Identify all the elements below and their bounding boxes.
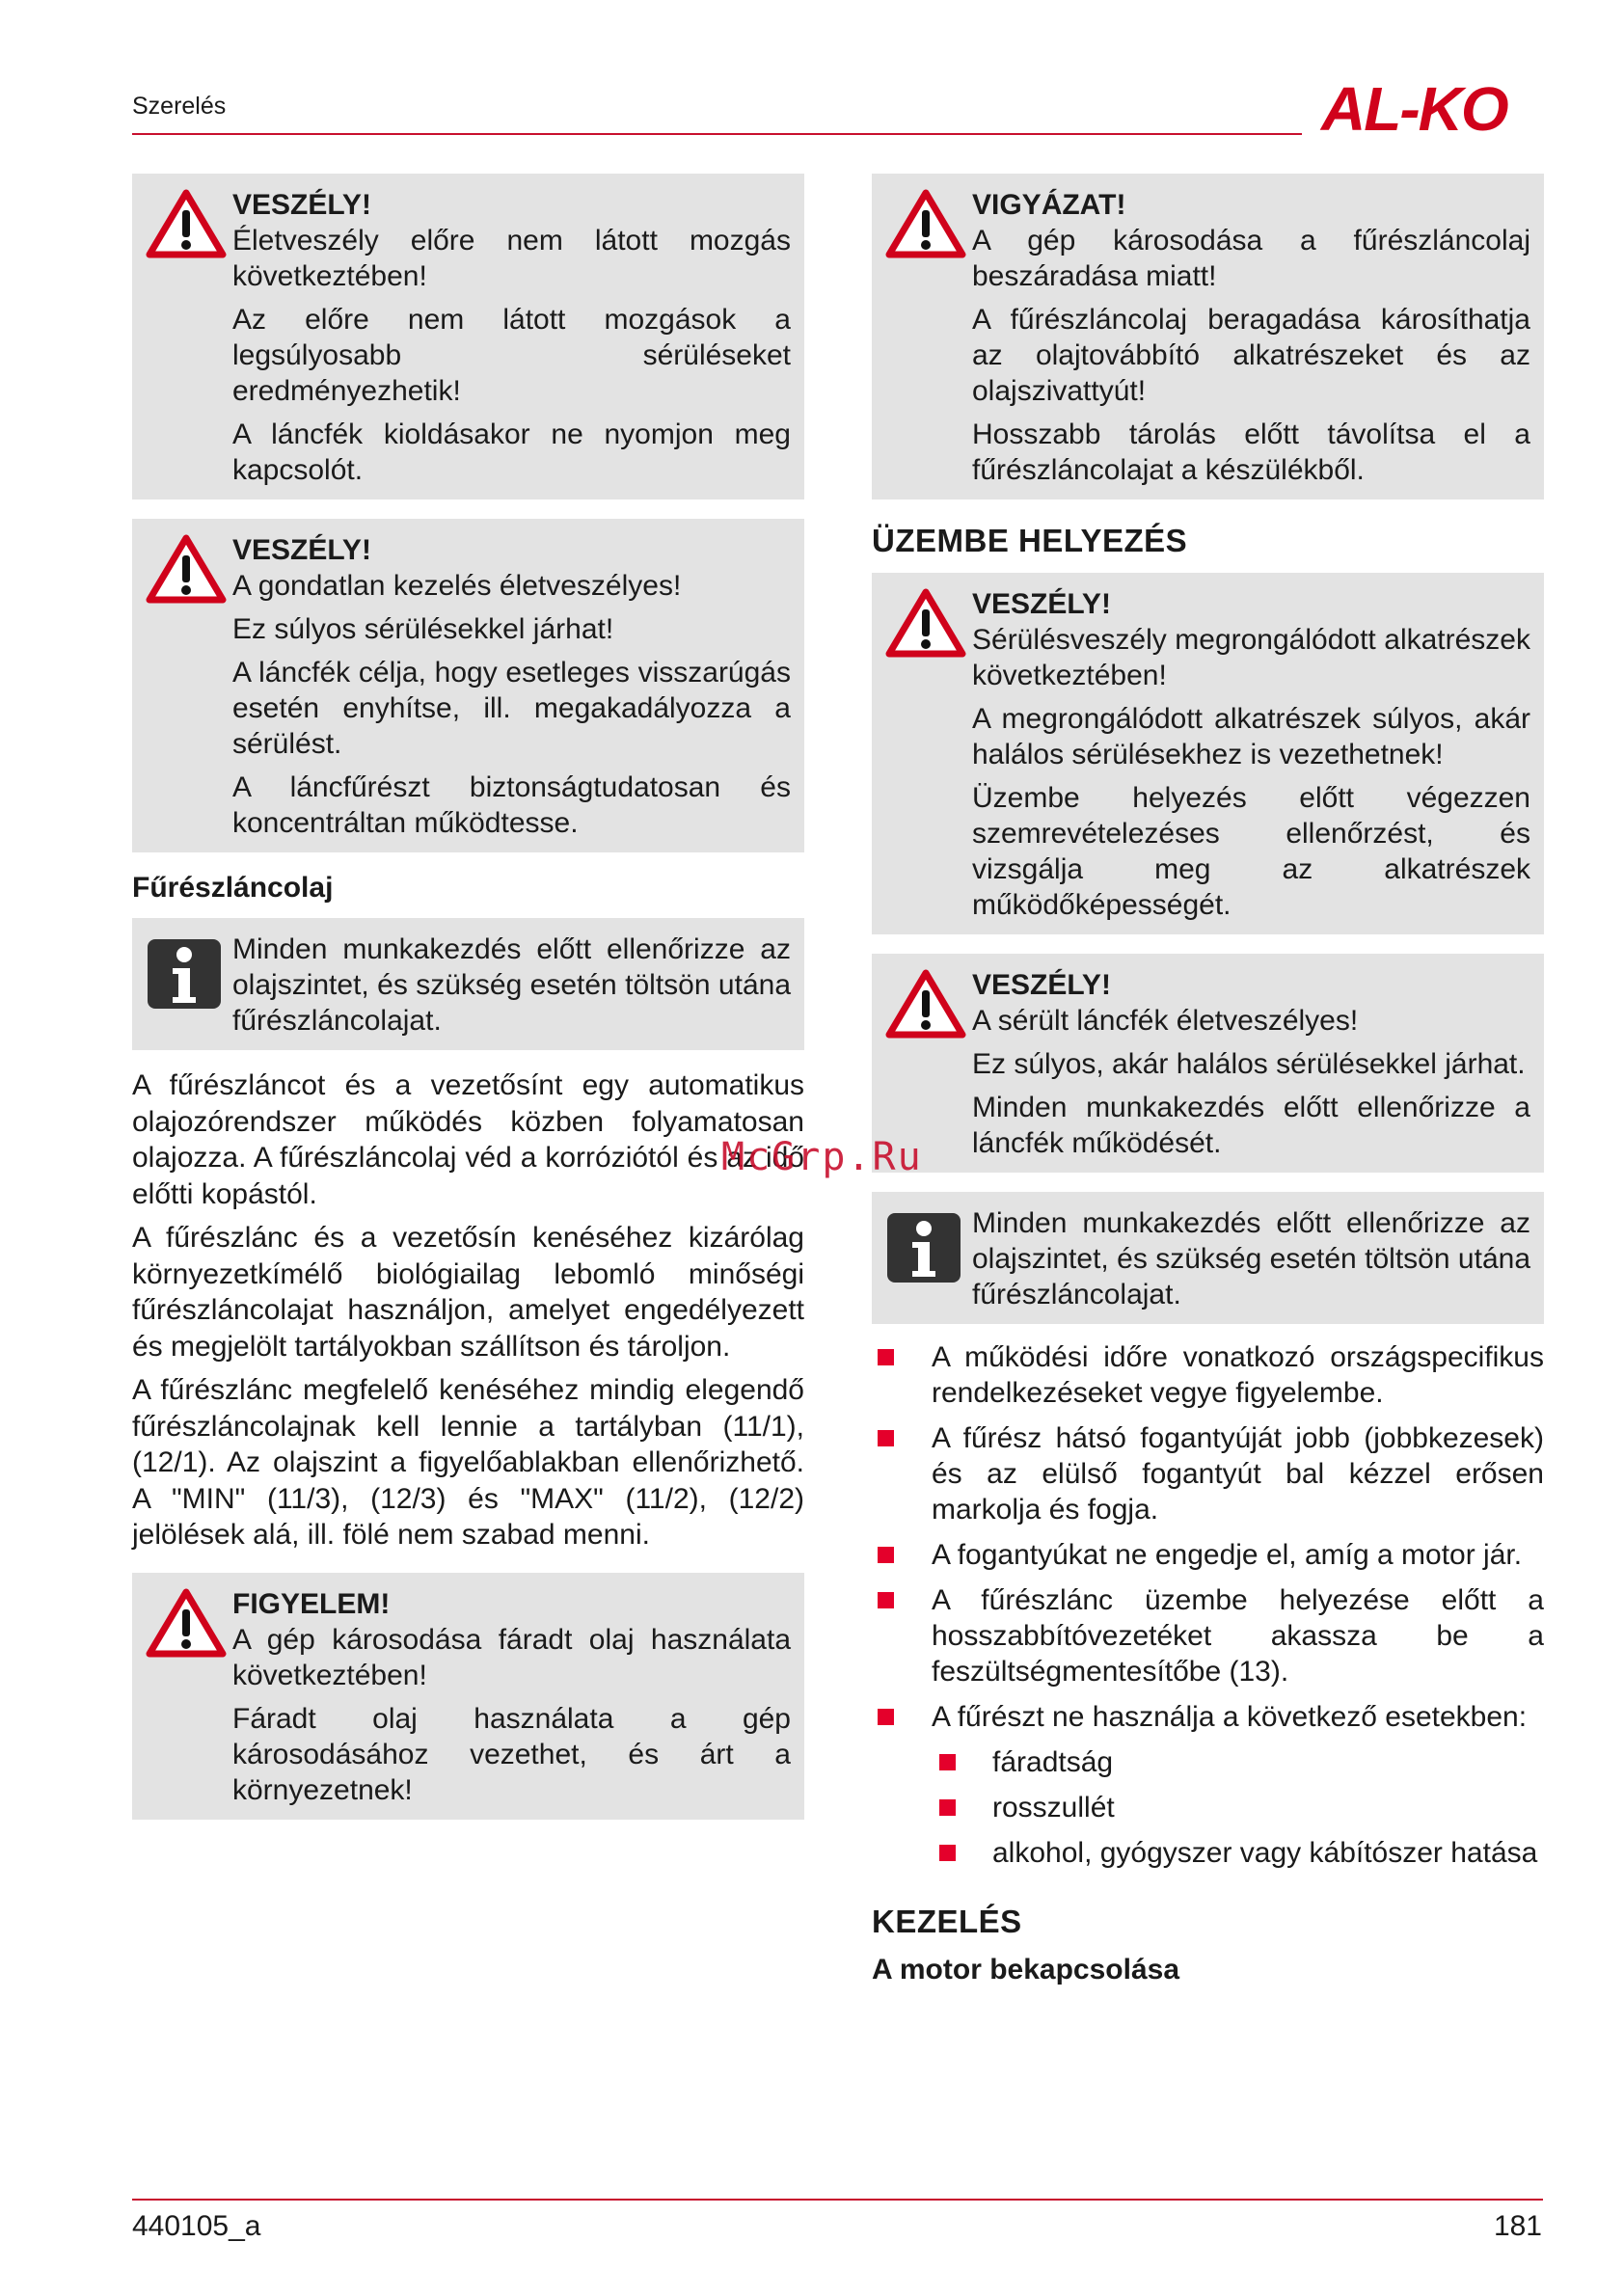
list-item: A működési időre vonatkozó országspecifikus rendelkezéseket vegye figyelembe.	[872, 1339, 1544, 1411]
box-text: A fűrészláncolaj beragadása károsíthatja az olajtovábbító alkatrészeket és az olajszivattyút!	[972, 304, 1530, 407]
info-icon	[146, 932, 232, 1039]
page-header-title: Szerelés	[132, 93, 227, 120]
body-paragraph: A fűrészláncot és a vezetősínt egy automatikus olajozórendszer működés közben folyamatosan olajozza. A fűrészláncolaj véd a korróziótól és az idő előtti kopástól.	[132, 1069, 804, 1210]
page-number: 181	[1493, 2210, 1542, 2242]
box-title: VESZÉLY!	[232, 189, 371, 221]
box-text: A gondatlan kezelés életveszélyes!	[232, 570, 682, 602]
list-item: fáradtság	[872, 1744, 1544, 1780]
body-paragraph: A fűrészlánc és a vezetősín kenéséhez kizárólag környezetkímélő biológiailag lebomló minőségi fűrészláncolajat használjon, amelyet engedélyezett és megjelölt tartályokban szállítson és tároljon.	[132, 1222, 804, 1363]
box-text: Minden munkakezdés előtt ellenőrizze a láncfék működését.	[972, 1092, 1530, 1159]
box-text: A láncfűrészt biztonságtudatosan és koncentráltan működtesse.	[232, 771, 791, 839]
alko-logo: AL-KO	[1321, 74, 1507, 144]
box-text: Sérülésveszély megrongálódott alkatrészek következtében!	[972, 624, 1530, 691]
info-text: Minden munkakezdés előtt ellenőrizze az olajszintet, és szükség esetén töltsön utána fűrészláncolajat.	[972, 1207, 1530, 1310]
box-text: A gép károsodása a fűrészláncolaj beszáradása miatt!	[972, 225, 1530, 292]
warning-triangle-icon	[885, 187, 972, 488]
box-text: Üzembe helyezés előtt végezzen szemrevételezéses ellenőrzést, és vizsgálja meg az alkatrészek működőképességét.	[972, 782, 1530, 921]
section-heading: KEZELÉS	[872, 1904, 1022, 1939]
footer-divider	[132, 2199, 1543, 2201]
subheading: A motor bekapcsolása	[872, 1954, 1179, 1985]
bullet-list	[872, 1339, 1544, 1735]
box-text: Ez súlyos sérülésekkel járhat!	[232, 613, 614, 645]
warning-triangle-icon	[885, 586, 972, 923]
box-text: A sérült láncfék életveszélyes!	[972, 1005, 1359, 1037]
list-item: A fogantyúkat ne engedje el, amíg a motor jár.	[872, 1537, 1544, 1573]
box-text: A láncfék célja, hogy esetleges visszarúgás esetén enyhítse, ill. megakadályozza a sérülést.	[232, 657, 791, 760]
right-column	[872, 174, 1544, 2000]
box-text: Fáradt olaj használata a gép károsodásához vezethet, és árt a környezetnek!	[232, 1702, 791, 1806]
box-title: VESZÉLY!	[232, 534, 371, 566]
subheading: Fűrészláncolaj	[132, 872, 334, 904]
box-text: Ez súlyos, akár halálos sérülésekkel járhat.	[972, 1048, 1526, 1080]
warning-triangle-icon	[885, 967, 972, 1161]
document-code: 440105_a	[132, 2210, 261, 2242]
watermark: McGrp.Ru	[721, 1135, 923, 1179]
warning-triangle-icon	[146, 187, 232, 488]
list-item: A fűrészt ne használja a következő esetekben:	[872, 1699, 1544, 1735]
info-text: Minden munkakezdés előtt ellenőrizze az olajszintet, és szükség esetén töltsön utána fűrészláncolajat.	[232, 933, 791, 1037]
danger-box	[872, 573, 1544, 934]
box-title: VESZÉLY!	[972, 588, 1111, 620]
danger-box	[132, 174, 804, 500]
info-box	[872, 1192, 1544, 1324]
box-text: Hosszabb tárolás előtt távolítsa el a fűrészláncolajat a készülékből.	[972, 419, 1530, 486]
caution-box	[872, 174, 1544, 500]
info-icon	[885, 1205, 972, 1312]
box-title: VESZÉLY!	[972, 969, 1111, 1001]
header-divider	[132, 133, 1302, 135]
warning-triangle-icon	[146, 532, 232, 841]
list-item: A fűrészlánc üzembe helyezése előtt a hosszabbítóvezetéket akassza be a feszültségmentesítőbe (13).	[872, 1582, 1544, 1689]
caution-box	[132, 1573, 804, 1820]
left-column	[132, 174, 804, 1839]
box-title: VIGYÁZAT!	[972, 189, 1126, 221]
section-heading: ÜZEMBE HELYEZÉS	[872, 523, 1188, 558]
list-item: rosszullét	[872, 1790, 1544, 1825]
body-paragraph: A fűrészlánc megfelelő kenéséhez mindig elegendő fűrészláncolajnak kell lennie a tartályban (11/1), (12/1). Az olajszint a figyelőablakban ellenőrizhető. A "MIN" (11/3), (12/3) és "MAX" (11/2), (12/2) jelölések alá, ill. fölé nem szabad menni.	[132, 1374, 804, 1551]
box-title: FIGYELEM!	[232, 1587, 391, 1620]
box-text: Életveszély előre nem látott mozgás következtében!	[232, 225, 791, 292]
danger-box	[132, 519, 804, 852]
box-text: Az előre nem látott mozgások a legsúlyosabb sérüléseket eredményezhetik!	[232, 304, 791, 407]
list-item: A fűrész hátsó fogantyúját jobb (jobbkezesek) és az elülső fogantyút bal kézzel erősen markolja és fogja.	[872, 1420, 1544, 1527]
sub-bullet-list	[872, 1744, 1544, 1871]
box-text: A gép károsodása fáradt olaj használata következtében!	[232, 1623, 791, 1691]
info-box	[132, 918, 804, 1050]
box-text: A megrongálódott alkatrészek súlyos, akár halálos sérülésekhez is vezethetnek!	[972, 703, 1530, 770]
warning-triangle-icon	[146, 1586, 232, 1808]
list-item: alkohol, gyógyszer vagy kábítószer hatása	[872, 1835, 1544, 1871]
danger-box	[872, 954, 1544, 1173]
box-text: A láncfék kioldásakor ne nyomjon meg kapcsolót.	[232, 419, 791, 486]
